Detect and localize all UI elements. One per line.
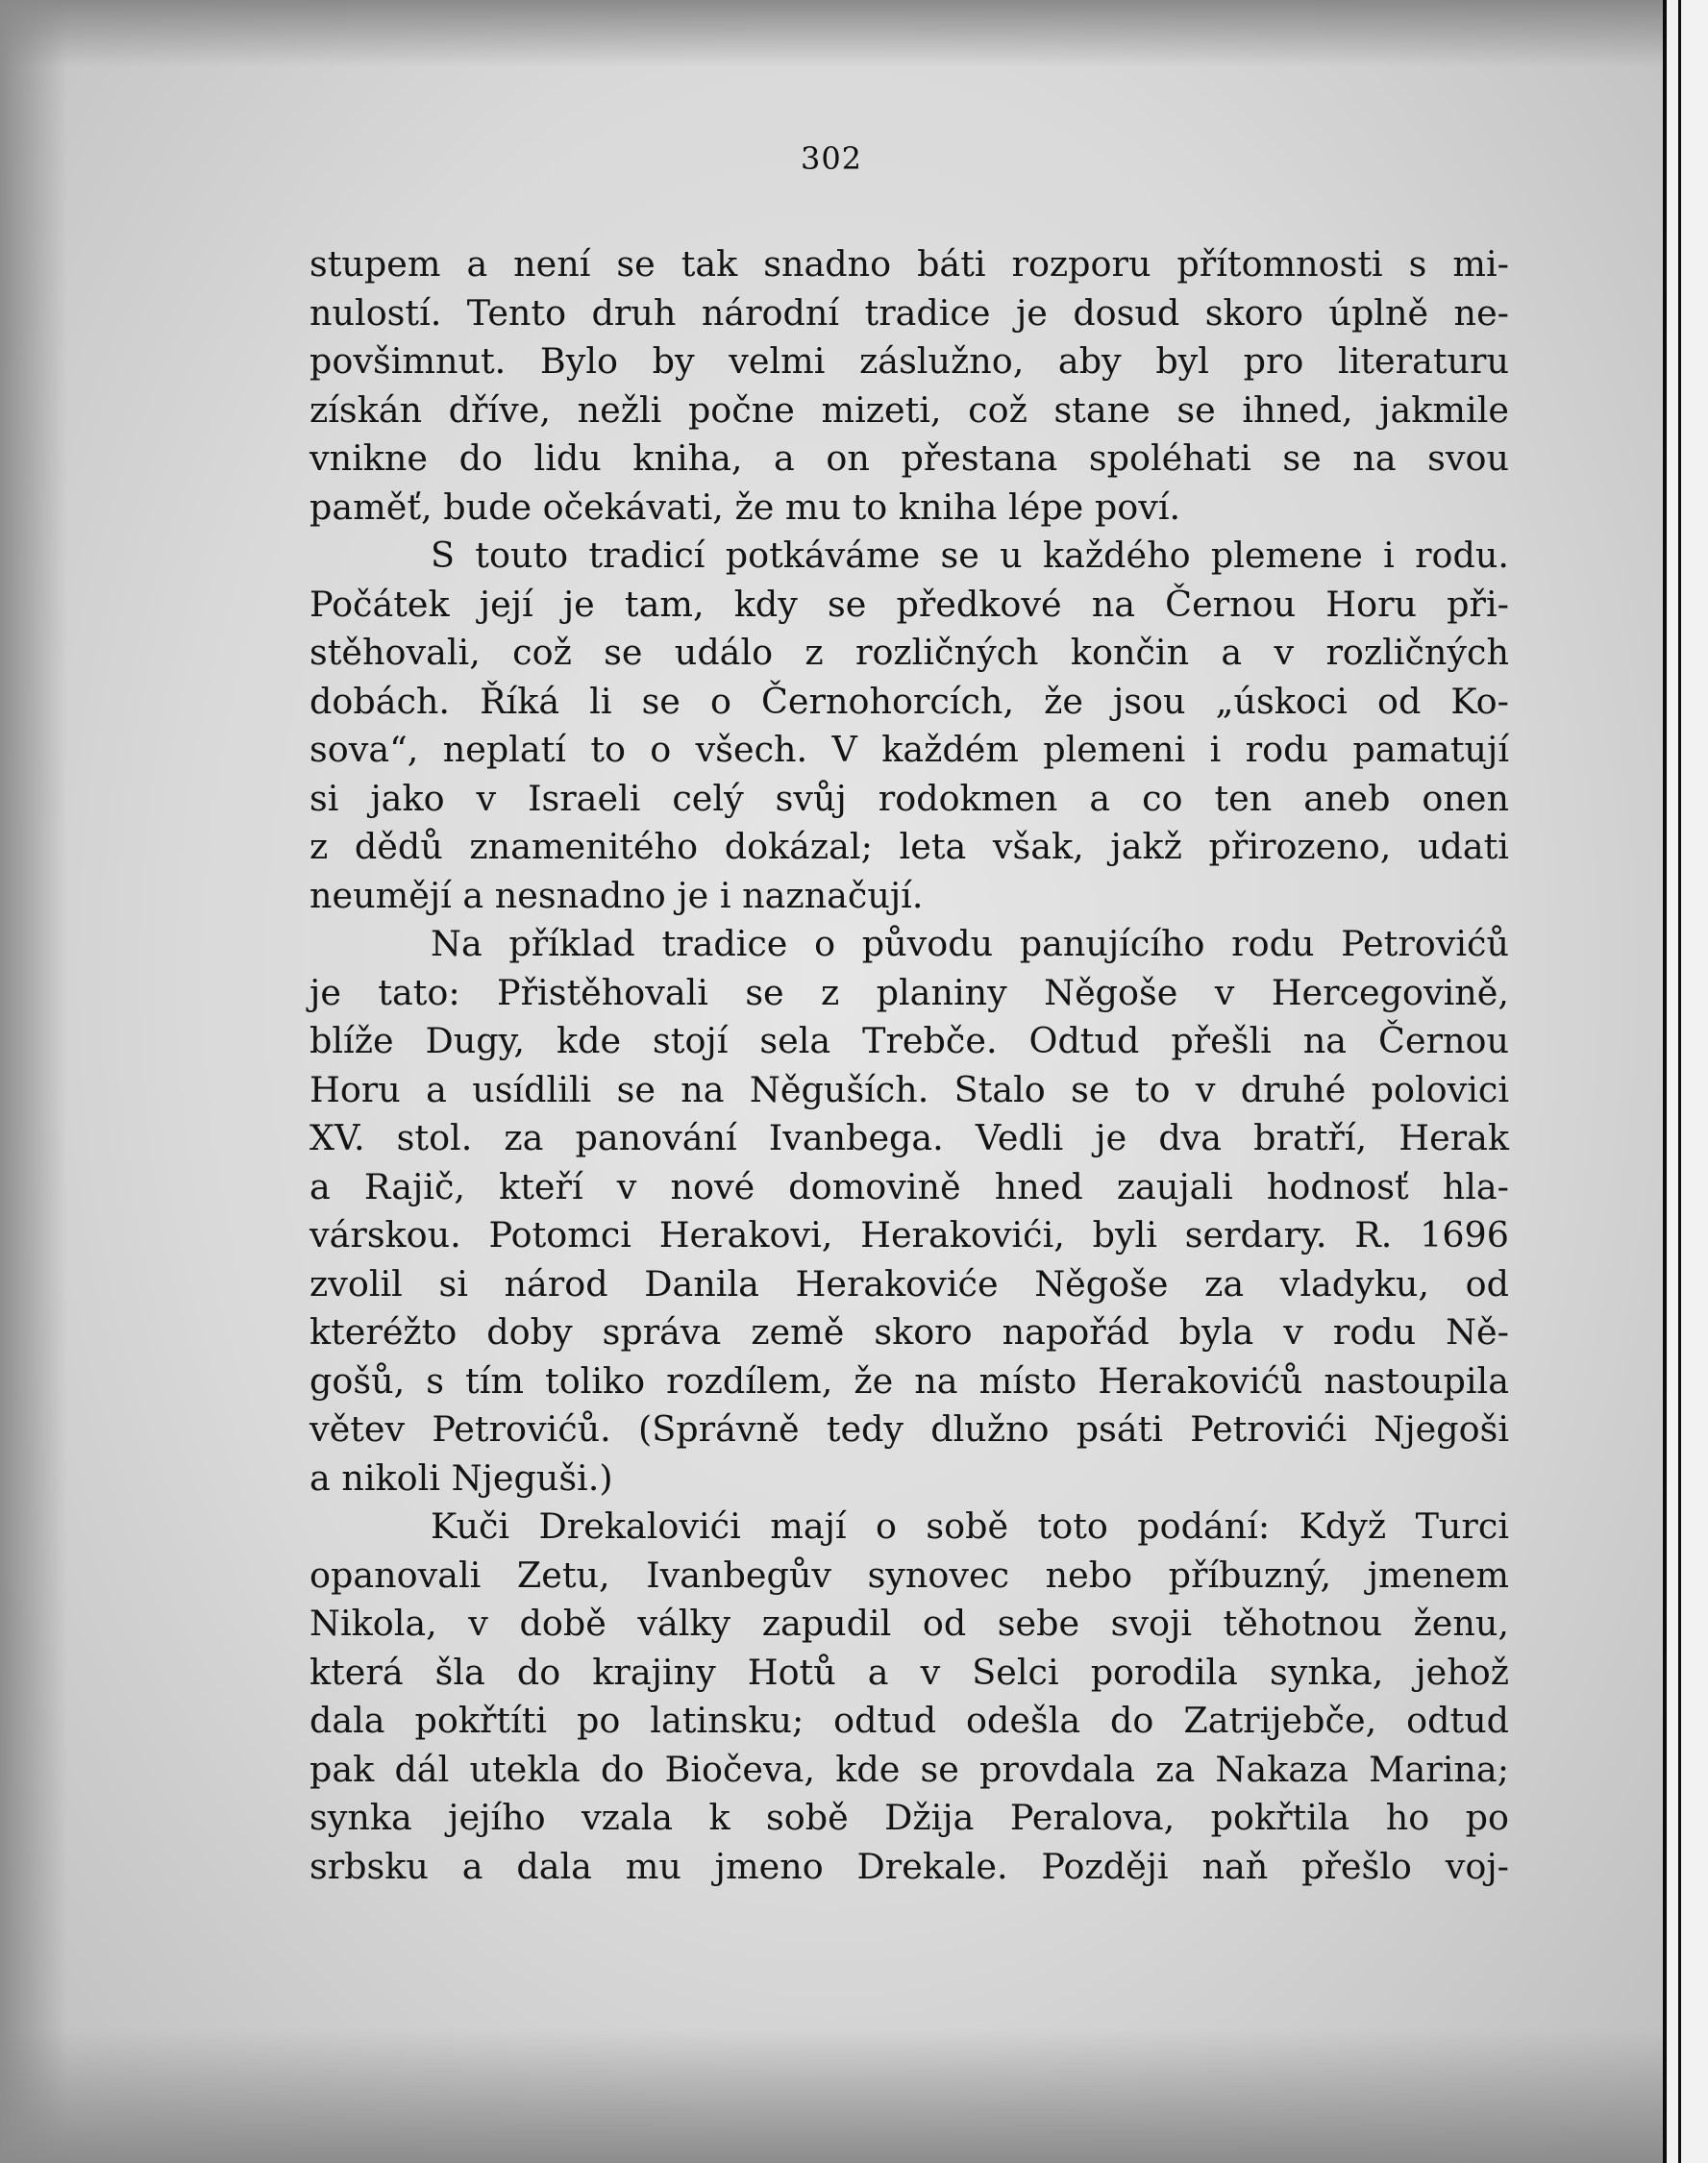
text-line: nulostí. Tento druh národní tradice je dosud skoro úplně ne- (309, 291, 1509, 334)
paragraph-end-line: a nikoli Njeguši.) (309, 1456, 613, 1499)
text-line: vnikne do lidu kniha, a on přestana spoléhati se na svou (309, 437, 1509, 479)
text-line: si jako v Israeli celý svůj rodokmen a co ten aneb onen (309, 777, 1509, 819)
text-line: opanovali Zetu, Ivanbegův synovec nebo příbuzný, jmenem (309, 1554, 1509, 1596)
body-text (309, 240, 1509, 1891)
text-line: z dědů znamenitého dokázal; leta však, jakž přirozeno, udati (309, 826, 1509, 867)
page-shadow-left (0, 0, 67, 2163)
paragraph-end-line: neumějí a nesnadno je i naznačují. (309, 874, 924, 916)
page-shadow-bottom (0, 2028, 1663, 2163)
text-line: která šla do krajiny Hotů a v Selci porodila synka, jehož (309, 1651, 1509, 1693)
text-line: stěhovali, což se událo z rozličných končin a v rozličných (309, 632, 1509, 673)
page-number: 302 (800, 140, 863, 177)
text-line: sova“, neplatí to o všech. V každém plemeni i rodu pamatují (309, 729, 1509, 770)
text-line: várskou. Potomci Herakovi, Herakovići, byli serdary. R. 1696 (309, 1214, 1509, 1256)
paragraph-start-line: Kuči Drekalovići mají o sobě toto podání: Když Turci (431, 1505, 1509, 1547)
text-line: Horu a usídlili se na Něguších. Stalo se to v druhé polovici (309, 1068, 1509, 1110)
text-line: srbsku a dala mu jmeno Drekale. Později naň přešlo voj- (309, 1845, 1509, 1887)
text-line: Počátek její je tam, kdy se předkové na Černou Horu při- (309, 583, 1509, 625)
text-line: je tato: Přistěhovali se z planiny Něgoše v Hercegovině, (309, 971, 1509, 1013)
paragraph-start-line: S touto tradicí potkáváme se u každého plemene i rodu. (431, 535, 1509, 576)
text-line: synka jejího vzala k sobě Džija Peralova, pokřtila ho po (309, 1797, 1509, 1838)
page-shadow-top (0, 0, 1663, 67)
text-line: stupem a není se tak snadno báti rozporu přítomnosti s mi- (309, 243, 1509, 285)
text-line: XV. stol. za panování Ivanbega. Vedli je dva bratří, Herak (309, 1117, 1509, 1158)
text-line: dobách. Říká li se o Černohorcích, že jsou „úskoci od Ko- (309, 680, 1509, 722)
page-gutter-line (1678, 0, 1681, 2163)
paragraph-start-line: Na příklad tradice o původu panujícího rodu Petrovićů (431, 923, 1509, 964)
text-line: pak dál utekla do Biočeva, kde se provdala za Nakaza Marina; (309, 1748, 1509, 1790)
text-line: a Rajič, kteří v nové domovině hned zaujali hodnosť hla- (309, 1165, 1509, 1207)
text-line: blíže Dugy, kde stojí sela Trebče. Odtud přešli na Černou (309, 1020, 1509, 1061)
adjacent-page-strip (1667, 0, 1708, 2163)
text-line: větev Petrovićů. (Správně tedy dlužno psáti Petrovići Njegoši (309, 1408, 1509, 1450)
text-line: gošů, s tím toliko rozdílem, že na místo Herakovićů nastoupila (309, 1359, 1509, 1402)
text-line: zvolil si národ Danila Herakoviće Něgoše za vladyku, od (309, 1262, 1509, 1305)
text-line: dala pokřtíti po latinsku; odtud odešla do Zatrijebče, odtud (309, 1700, 1509, 1741)
text-line: povšimnut. Bylo by velmi záslužno, aby byl pro literaturu (309, 340, 1509, 382)
text-line: kteréžto doby správa země skoro napořád byla v rodu Ně- (309, 1311, 1509, 1353)
paragraph-end-line: paměť, bude očekávati, že mu to kniha lépe poví. (309, 485, 1181, 528)
text-line: získán dříve, nežli počne mizeti, což stane se ihned, jakmile (309, 388, 1509, 431)
text-line: Nikola, v době války zapudil od sebe svoji těhotnou ženu, (309, 1603, 1509, 1644)
